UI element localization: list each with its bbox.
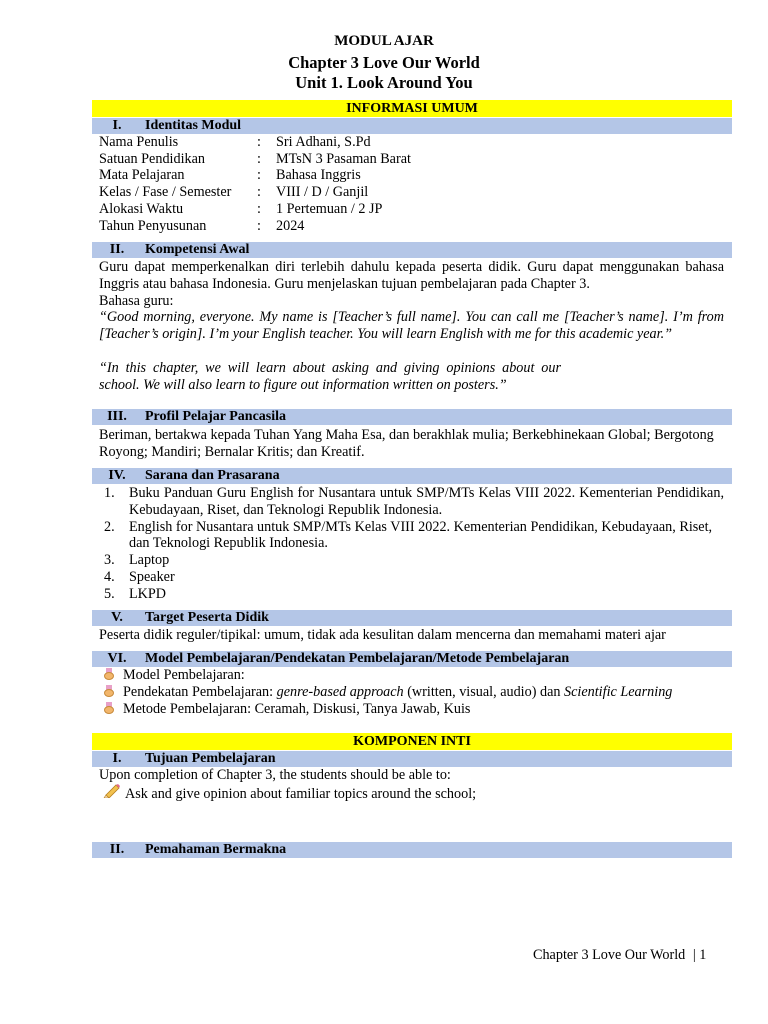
pemahaman-header	[92, 842, 732, 858]
list-item	[99, 485, 724, 519]
model-header	[92, 651, 732, 667]
kompetensi-paragraph: Guru dapat memperkenalkan diri terlebih dahulu kepada peserta didik. Guru dapat menggunakan bahasa Inggris atau bahasa Indonesia. Guru menjelaskan tujuan pembelajaran pada Chapter 3.	[99, 259, 724, 292]
section-title: Tujuan Pembelajaran	[145, 751, 276, 766]
medal-icon	[104, 702, 114, 714]
footer-separator: |	[692, 947, 696, 963]
identitas-label: Alokasi Waktu	[99, 201, 184, 217]
identitas-label: Kelas / Fase / Semester	[99, 184, 232, 200]
unit-title: Unit 1. Look Around You	[295, 73, 473, 92]
list-item	[104, 684, 672, 701]
identitas-value: Bahasa Inggris	[276, 167, 361, 183]
list-number: 2.	[104, 518, 115, 535]
list-item	[103, 784, 476, 803]
identitas-header	[92, 118, 732, 134]
identitas-label: Tahun Penyusunan	[99, 218, 207, 234]
identitas-colon: :	[257, 201, 261, 217]
identitas-label: Nama Penulis	[99, 134, 179, 150]
sarana-header	[92, 468, 732, 484]
list-text-italic: genre-based approach	[276, 684, 404, 700]
profil-header	[92, 409, 732, 425]
list-text: Speaker	[129, 568, 175, 585]
identitas-value: 1 Pertemuan / 2 JP	[276, 201, 383, 217]
medal-icon	[104, 668, 114, 680]
page-number: 1	[699, 947, 707, 963]
target-text: Peserta didik reguler/tipikal: umum, tidak ada kesulitan dalam mencerna dan memahami materi ajar	[99, 627, 666, 643]
list-text-italic: Scientific Learning	[564, 684, 673, 700]
section-number: I.	[112, 118, 122, 133]
section-title: Profil Pelajar Pancasila	[145, 409, 287, 424]
pencil-icon	[103, 784, 125, 803]
informasi-umum-band: INFORMASI UMUM	[92, 100, 732, 117]
teacher-quote: “In this chapter, we will learn about asking and giving opinions about our school. We will also learn to figure out information written on posters.”	[99, 360, 561, 393]
identitas-label: Satuan Pendidikan	[99, 151, 205, 167]
list-text: English for Nusantara untuk SMP/MTs Kelas VIII 2022. Kementerian Pendidikan, Kebudayaan, Riset, dan Teknologi Republik Indonesia.	[129, 518, 713, 552]
medal-icon	[104, 685, 114, 697]
section-number: VI.	[107, 651, 127, 666]
identitas-colon: :	[257, 151, 261, 167]
identitas-value: 2024	[276, 218, 305, 234]
section-title: Identitas Modul	[145, 118, 242, 133]
tujuan-intro: Upon completion of Chapter 3, the students should be able to:	[99, 767, 451, 783]
list-item	[99, 569, 724, 586]
section-title: Sarana dan Prasarana	[145, 468, 280, 483]
doc-title: MODUL AJAR	[334, 33, 434, 49]
identitas-colon: :	[257, 218, 261, 234]
identitas-value: VIII / D / Ganjil	[276, 184, 369, 200]
page-footer	[533, 947, 706, 964]
identitas-colon: :	[257, 184, 261, 200]
identitas-value: MTsN 3 Pasaman Barat	[276, 151, 411, 167]
section-number: V.	[111, 610, 123, 625]
section-title: Model Pembelajaran/Pendekatan Pembelajaran/Metode Pembelajaran	[145, 651, 570, 666]
list-text: (written, visual, audio) dan	[403, 684, 565, 700]
list-item	[104, 701, 470, 718]
list-text: Metode Pembelajaran: Ceramah, Diskusi, Tanya Jawab, Kuis	[123, 701, 471, 717]
list-item	[104, 667, 245, 684]
list-number: 5.	[104, 585, 115, 602]
kompetensi-header	[92, 242, 732, 258]
section-title: Target Peserta Didik	[145, 610, 269, 625]
profil-text: Beriman, bertakwa kepada Tuhan Yang Maha Esa, dan berakhlak mulia; Berkebhinekaan Global; Bergotong Royong; Mandiri; Bernalar Kritis; dan Kreatif.	[99, 427, 714, 460]
identitas-label: Mata Pelajaran	[99, 167, 185, 183]
list-item	[99, 519, 724, 553]
list-item	[99, 552, 724, 569]
section-title: Pemahaman Bermakna	[145, 842, 287, 857]
identitas-value: Sri Adhani, S.Pd	[276, 134, 371, 150]
list-number: 1.	[104, 485, 115, 501]
identitas-colon: :	[257, 134, 261, 150]
list-item	[99, 586, 724, 603]
chapter-title: Chapter 3 Love Our World	[288, 53, 480, 72]
section-number: IV.	[108, 468, 126, 483]
list-text: Model Pembelajaran:	[123, 667, 245, 683]
footer-text: Chapter 3 Love Our World	[533, 947, 686, 963]
list-text: Pendekatan Pembelajaran:	[123, 684, 277, 700]
section-number: II.	[109, 242, 125, 257]
list-text: Ask and give opinion about familiar topics around the school;	[125, 786, 477, 802]
teacher-quote: “Good morning, everyone. My name is [Teacher’s full name]. You can call me [Teacher’s name]. I’m from [Teacher’s origin]. I’m your English teacher. You will learn English with me for this academic year.”	[99, 309, 724, 343]
identitas-colon: :	[257, 167, 261, 183]
section-title: Kompetensi Awal	[145, 242, 250, 257]
list-text: Laptop	[129, 552, 170, 569]
sarana-list	[99, 485, 724, 603]
list-number: 4.	[104, 568, 115, 585]
list-number: 3.	[104, 552, 115, 569]
section-number: I.	[112, 751, 122, 766]
list-text: LKPD	[129, 585, 167, 602]
section-number: II.	[109, 842, 125, 857]
komponen-inti-band: KOMPONEN INTI	[92, 733, 732, 750]
list-text: Buku Panduan Guru English for Nusantara untuk SMP/MTs Kelas VIII 2022. Kementerian Pendidikan, Kebudayaan, Riset, dan Teknologi Republik Indonesia.	[129, 485, 724, 518]
section-number: III.	[107, 409, 127, 424]
target-header	[92, 610, 732, 626]
kompetensi-body	[99, 259, 724, 343]
tujuan-header	[92, 751, 732, 767]
bahasa-guru-label: Bahasa guru:	[99, 292, 174, 309]
